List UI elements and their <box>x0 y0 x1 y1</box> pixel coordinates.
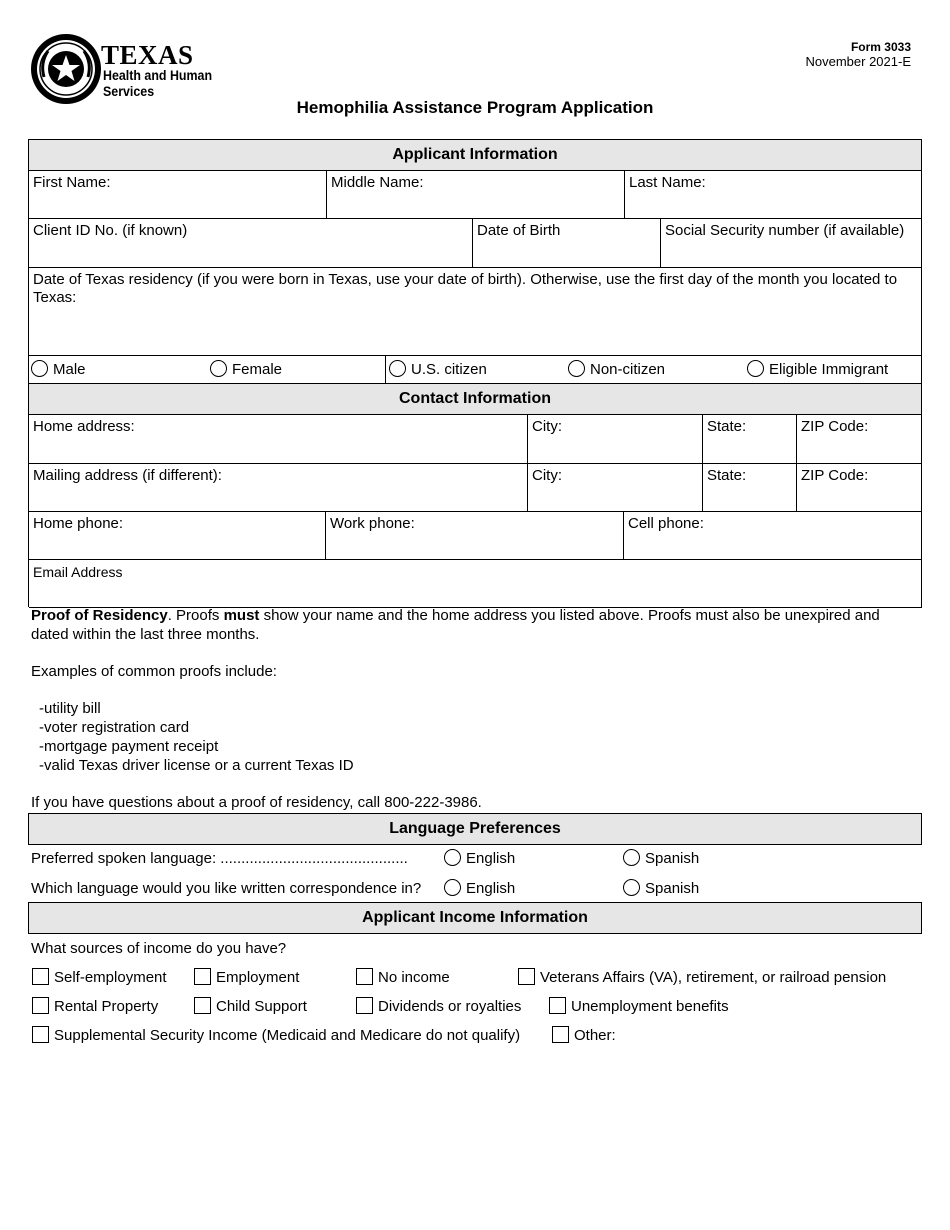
va-option[interactable] <box>518 968 886 986</box>
proof-questions: If you have questions about a proof of residency, call 800-222-3986. <box>31 794 482 811</box>
female-option[interactable] <box>210 360 282 378</box>
mailing-zip-field[interactable] <box>797 464 922 512</box>
contact-table <box>28 414 922 607</box>
dividends-option[interactable] <box>356 997 521 1015</box>
home-state-label: State: <box>707 418 747 435</box>
mailing-city-label: City: <box>532 467 562 484</box>
home-address-label: Home address: <box>33 418 135 435</box>
self-employment-label: Self-employment <box>54 969 167 986</box>
middle-name-field[interactable] <box>327 171 625 219</box>
written-language-label: Which language would you like written correspondence in? <box>31 880 422 897</box>
non-citizen-radio[interactable] <box>568 360 585 377</box>
self-employment-checkbox[interactable] <box>32 968 49 985</box>
cell-phone-label: Cell phone: <box>628 515 704 532</box>
first-name-field[interactable] <box>29 171 327 219</box>
dividends-checkbox[interactable] <box>356 997 373 1014</box>
mailing-state-field[interactable] <box>703 464 797 512</box>
eligible-immigrant-option[interactable] <box>747 360 888 378</box>
proof-example-4: -valid Texas driver license or a current Texas ID <box>39 757 354 774</box>
applicant-section-header: Applicant Information <box>28 139 922 171</box>
spoken-language-label: Preferred spoken language: ............................................. <box>31 850 408 867</box>
male-label: Male <box>53 361 86 378</box>
unemployment-label: Unemployment benefits <box>571 998 729 1015</box>
email-field[interactable] <box>29 560 922 608</box>
no-income-option[interactable] <box>356 968 450 986</box>
form-date: November 2021-E <box>805 54 911 69</box>
proof-example-2: -voter registration card <box>39 719 190 736</box>
ssn-label: Social Security number (if available) <box>665 222 905 239</box>
female-label: Female <box>232 361 283 378</box>
us-citizen-label: U.S. citizen <box>411 361 487 378</box>
child-support-option[interactable] <box>194 997 307 1015</box>
proof-examples-intro: Examples of common proofs include: <box>31 663 277 680</box>
other-income-option[interactable] <box>552 1026 616 1044</box>
written-english-label: English <box>466 880 516 897</box>
middle-name-label: Middle Name: <box>331 174 424 191</box>
last-name-field[interactable] <box>625 171 922 219</box>
residency-date-field[interactable] <box>29 268 922 356</box>
non-citizen-label: Non-citizen <box>590 361 666 378</box>
spoken-spanish-option[interactable] <box>623 849 699 867</box>
proof-must: must <box>223 607 260 624</box>
logo-subtitle-line1: Health and Human <box>103 68 213 83</box>
income-section-header: Applicant Income Information <box>28 902 922 934</box>
email-label: Email Address <box>33 564 123 580</box>
written-english-option[interactable] <box>444 879 515 897</box>
client-id-field[interactable] <box>29 219 473 268</box>
self-employment-option[interactable] <box>32 968 167 986</box>
home-city-field[interactable] <box>528 415 703 464</box>
rental-checkbox[interactable] <box>32 997 49 1014</box>
mailing-zip-label: ZIP Code: <box>801 467 869 484</box>
written-spanish-option[interactable] <box>623 879 699 897</box>
client-id-label: Client ID No. (if known) <box>33 222 188 239</box>
ssn-field[interactable] <box>661 219 922 268</box>
us-citizen-radio[interactable] <box>389 360 406 377</box>
va-checkbox[interactable] <box>518 968 535 985</box>
first-name-label: First Name: <box>33 174 111 191</box>
home-phone-field[interactable] <box>29 512 326 560</box>
unemployment-option[interactable] <box>549 997 729 1015</box>
mailing-state-label: State: <box>707 467 747 484</box>
no-income-label: No income <box>378 969 450 986</box>
home-zip-field[interactable] <box>797 415 922 464</box>
home-state-field[interactable] <box>703 415 797 464</box>
female-radio[interactable] <box>210 360 227 377</box>
employment-option[interactable] <box>194 968 299 986</box>
ssi-checkbox[interactable] <box>32 1026 49 1043</box>
logo-title: TEXAS <box>101 40 194 70</box>
spoken-spanish-radio[interactable] <box>623 849 640 866</box>
male-radio[interactable] <box>31 360 48 377</box>
us-citizen-option[interactable] <box>389 360 487 378</box>
mailing-address-field[interactable] <box>29 464 528 512</box>
residency-date-label: Date of Texas residency (if you were born in Texas, use your date of birth). Otherwise, use the first day of the month you located to Texas: <box>33 271 898 306</box>
home-phone-label: Home phone: <box>33 515 124 532</box>
cell-phone-field[interactable] <box>624 512 922 560</box>
income-question: What sources of income do you have? <box>31 940 287 957</box>
other-income-checkbox[interactable] <box>552 1026 569 1043</box>
unemployment-checkbox[interactable] <box>549 997 566 1014</box>
spoken-english-option[interactable] <box>444 849 515 867</box>
spoken-spanish-label: Spanish <box>645 850 700 867</box>
no-income-checkbox[interactable] <box>356 968 373 985</box>
child-support-label: Child Support <box>216 998 307 1015</box>
dob-field[interactable] <box>473 219 661 268</box>
rental-option[interactable] <box>32 997 158 1015</box>
language-section-header: Language Preferences <box>28 813 922 845</box>
non-citizen-option[interactable] <box>568 360 665 378</box>
other-income-label: Other: <box>574 1027 616 1044</box>
eligible-immigrant-radio[interactable] <box>747 360 764 377</box>
mailing-address-label: Mailing address (if different): <box>33 467 222 484</box>
va-label: Veterans Affairs (VA), retirement, or railroad pension <box>540 969 887 986</box>
employment-checkbox[interactable] <box>194 968 211 985</box>
contact-section-header: Contact Information <box>28 383 922 415</box>
proof-paragraph <box>31 606 921 644</box>
applicant-table <box>28 170 922 384</box>
work-phone-label: Work phone: <box>330 515 415 532</box>
work-phone-field[interactable] <box>326 512 624 560</box>
ssi-option[interactable] <box>32 1026 520 1044</box>
spoken-english-radio[interactable] <box>444 849 461 866</box>
employment-label: Employment <box>216 969 300 986</box>
ssi-label: Supplemental Security Income (Medicaid and Medicare do not qualify) <box>54 1027 521 1044</box>
proof-heading: Proof of Residency <box>31 607 168 624</box>
home-zip-label: ZIP Code: <box>801 418 869 435</box>
eligible-immigrant-label: Eligible Immigrant <box>769 361 889 378</box>
rental-label: Rental Property <box>54 998 159 1015</box>
written-spanish-radio[interactable] <box>623 879 640 896</box>
spoken-english-label: English <box>466 850 516 867</box>
dividends-label: Dividends or royalties <box>378 998 522 1015</box>
home-city-label: City: <box>532 418 562 435</box>
mailing-city-field[interactable] <box>528 464 703 512</box>
form-number: Form 3033 <box>850 40 911 54</box>
page-title: Hemophilia Assistance Program Application <box>296 98 654 117</box>
male-option[interactable] <box>31 360 86 378</box>
written-english-radio[interactable] <box>444 879 461 896</box>
written-spanish-label: Spanish <box>645 880 700 897</box>
home-address-field[interactable] <box>29 415 528 464</box>
proof-text-a: . Proofs <box>167 607 224 624</box>
logo-subtitle <box>103 68 212 100</box>
dob-label: Date of Birth <box>477 222 561 239</box>
proof-example-1: -utility bill <box>39 700 101 717</box>
proof-text-b: show your name and the home address you listed above. Proofs must also be unexpired and dated within the last three months. <box>31 607 880 643</box>
last-name-label: Last Name: <box>629 174 706 191</box>
proof-example-3: -mortgage payment receipt <box>39 738 219 755</box>
logo-subtitle-line2: Services <box>103 84 155 99</box>
child-support-checkbox[interactable] <box>194 997 211 1014</box>
